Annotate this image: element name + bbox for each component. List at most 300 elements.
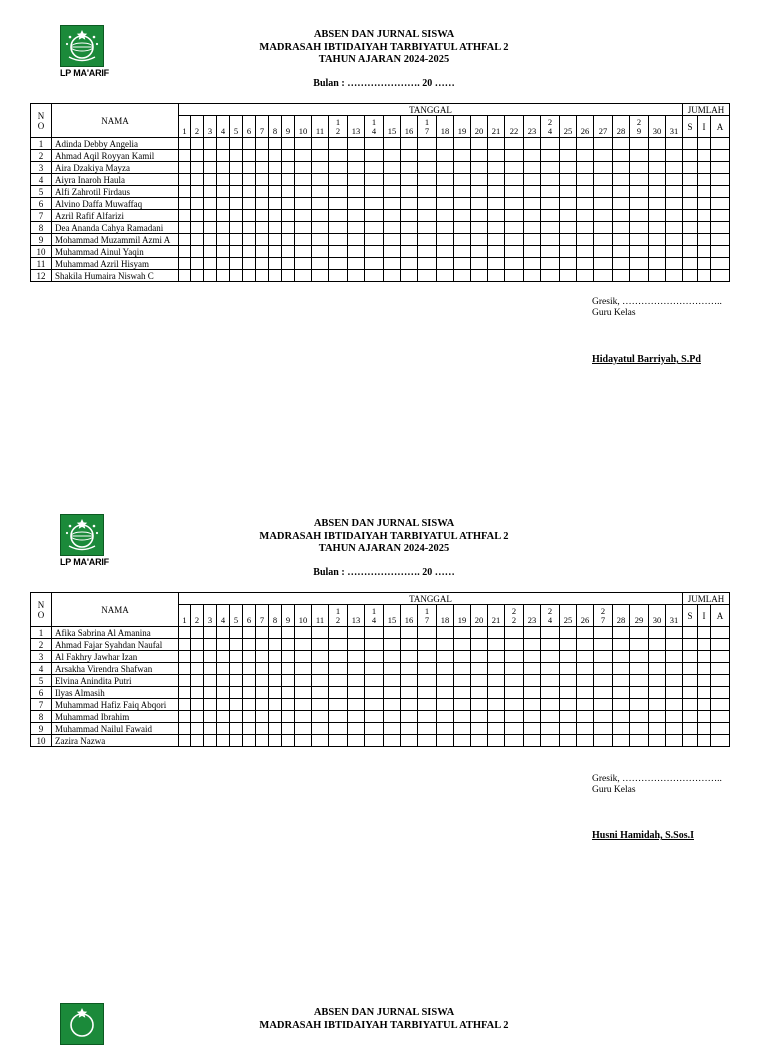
attendance-cell — [698, 198, 711, 210]
attendance-cell — [524, 663, 541, 675]
attendance-cell — [577, 639, 594, 651]
attendance-cell — [454, 270, 471, 282]
attendance-cell — [418, 162, 437, 174]
attendance-cell — [401, 723, 418, 735]
attendance-cell — [471, 735, 488, 747]
attendance-cell — [269, 687, 282, 699]
attendance-cell — [256, 651, 269, 663]
table-row — [31, 138, 730, 150]
attendance-cell — [560, 246, 577, 258]
attendance-cell — [666, 246, 683, 258]
attendance-cell — [541, 639, 560, 651]
attendance-cell — [217, 138, 230, 150]
attendance-cell — [454, 687, 471, 699]
attendance-cell — [243, 735, 256, 747]
attendance-cell — [348, 222, 365, 234]
day-header: 11 — [312, 605, 329, 627]
attendance-cell — [666, 162, 683, 174]
attendance-cell — [179, 699, 191, 711]
attendance-cell — [230, 687, 243, 699]
attendance-cell — [683, 258, 698, 270]
attendance-cell — [191, 258, 204, 270]
attendance-cell — [471, 639, 488, 651]
attendance-cell — [524, 150, 541, 162]
table-row — [31, 627, 730, 639]
attendance-cell — [243, 723, 256, 735]
attendance-cell — [269, 234, 282, 246]
attendance-cell — [243, 711, 256, 723]
student-name: Ahmad Aqil Royyan Kamil — [52, 150, 179, 162]
attendance-cell — [217, 639, 230, 651]
student-no: 1 — [31, 138, 52, 150]
attendance-cell — [179, 627, 191, 639]
day-header: 1 7 — [418, 116, 437, 138]
attendance-cell — [649, 138, 666, 150]
attendance-cell — [348, 699, 365, 711]
attendance-cell — [191, 222, 204, 234]
attendance-cell — [312, 162, 329, 174]
student-no: 4 — [31, 663, 52, 675]
column-header-tanggal: TANGGAL — [179, 104, 683, 116]
attendance-cell — [698, 246, 711, 258]
day-header: 26 — [577, 116, 594, 138]
attendance-cell — [524, 246, 541, 258]
attendance-cell — [365, 210, 384, 222]
day-header: 9 — [282, 605, 295, 627]
attendance-cell — [348, 627, 365, 639]
total-header-i: I — [698, 116, 711, 138]
attendance-cell — [329, 210, 348, 222]
attendance-cell — [401, 270, 418, 282]
attendance-cell — [471, 210, 488, 222]
attendance-cell — [488, 663, 505, 675]
student-name: Alfi Zahrotil Firdaus — [52, 186, 179, 198]
attendance-cell — [630, 234, 649, 246]
attendance-cell — [560, 639, 577, 651]
attendance-cell — [524, 723, 541, 735]
attendance-cell — [230, 258, 243, 270]
student-no: 3 — [31, 651, 52, 663]
day-header: 1 7 — [418, 605, 437, 627]
attendance-cell — [613, 138, 630, 150]
attendance-cell — [488, 723, 505, 735]
student-name: Afika Sabrina Al Amanina — [52, 627, 179, 639]
attendance-cell — [666, 174, 683, 186]
attendance-cell — [437, 150, 454, 162]
attendance-cell — [312, 651, 329, 663]
attendance-cell — [312, 186, 329, 198]
attendance-cell — [191, 735, 204, 747]
attendance-cell — [230, 138, 243, 150]
attendance-cell — [488, 198, 505, 210]
attendance-cell — [365, 675, 384, 687]
attendance-cell — [666, 639, 683, 651]
attendance-cell — [204, 150, 217, 162]
attendance-cell — [418, 711, 437, 723]
table-row — [31, 270, 730, 282]
attendance-cell — [560, 234, 577, 246]
attendance-cell — [613, 699, 630, 711]
attendance-cell — [365, 687, 384, 699]
attendance-cell — [401, 186, 418, 198]
attendance-table — [30, 592, 730, 747]
attendance-cell — [437, 687, 454, 699]
attendance-cell — [711, 663, 730, 675]
student-name: Ahmad Fajar Syahdan Naufal — [52, 639, 179, 651]
attendance-cell — [384, 210, 401, 222]
attendance-cell — [505, 270, 524, 282]
day-header: 31 — [666, 116, 683, 138]
attendance-cell — [204, 723, 217, 735]
attendance-cell — [577, 711, 594, 723]
attendance-cell — [282, 687, 295, 699]
day-header: 30 — [649, 116, 666, 138]
attendance-cell — [179, 687, 191, 699]
attendance-cell — [454, 639, 471, 651]
role-label: Guru Kelas — [592, 308, 636, 318]
day-header: 15 — [384, 116, 401, 138]
attendance-cell — [256, 150, 269, 162]
attendance-cell — [230, 234, 243, 246]
attendance-cell — [217, 186, 230, 198]
attendance-cell — [269, 651, 282, 663]
day-header: 30 — [649, 605, 666, 627]
attendance-cell — [649, 627, 666, 639]
attendance-cell — [698, 210, 711, 222]
attendance-cell — [683, 711, 698, 723]
attendance-cell — [541, 198, 560, 210]
student-no: 11 — [31, 258, 52, 270]
attendance-cell — [613, 222, 630, 234]
attendance-cell — [524, 210, 541, 222]
attendance-cell — [594, 138, 613, 150]
attendance-cell — [401, 258, 418, 270]
attendance-cell — [204, 627, 217, 639]
attendance-cell — [437, 735, 454, 747]
student-name: Al Fakhry Jawhar Izan — [52, 651, 179, 663]
attendance-cell — [348, 651, 365, 663]
attendance-cell — [666, 210, 683, 222]
attendance-cell — [437, 627, 454, 639]
attendance-cell — [295, 222, 312, 234]
attendance-cell — [312, 198, 329, 210]
attendance-cell — [179, 174, 191, 186]
attendance-cell — [541, 723, 560, 735]
attendance-cell — [230, 699, 243, 711]
attendance-cell — [295, 246, 312, 258]
attendance-cell — [524, 198, 541, 210]
day-header: 2 — [191, 605, 204, 627]
attendance-cell — [683, 234, 698, 246]
attendance-cell — [418, 699, 437, 711]
title-line-2: MADRASAH IBTIDAIYAH TARBIYATUL ATHFAL 2 — [259, 530, 509, 542]
attendance-cell — [437, 222, 454, 234]
attendance-cell — [560, 711, 577, 723]
attendance-cell — [295, 234, 312, 246]
attendance-cell — [454, 246, 471, 258]
day-header: 27 — [594, 116, 613, 138]
column-header-name: NAMA — [52, 104, 179, 138]
attendance-cell — [384, 150, 401, 162]
attendance-cell — [418, 186, 437, 198]
attendance-cell — [711, 270, 730, 282]
attendance-cell — [471, 687, 488, 699]
attendance-cell — [613, 639, 630, 651]
attendance-cell — [613, 234, 630, 246]
attendance-cell — [698, 174, 711, 186]
attendance-cell — [577, 138, 594, 150]
day-header: 26 — [577, 605, 594, 627]
attendance-cell — [191, 711, 204, 723]
day-header: 16 — [401, 605, 418, 627]
attendance-cell — [295, 162, 312, 174]
attendance-cell — [243, 150, 256, 162]
attendance-cell — [418, 627, 437, 639]
attendance-cell — [348, 735, 365, 747]
attendance-cell — [437, 723, 454, 735]
attendance-cell — [204, 222, 217, 234]
student-no: 7 — [31, 210, 52, 222]
attendance-cell — [541, 234, 560, 246]
lp-maarif-logo — [60, 1003, 104, 1045]
student-name: Adinda Debby Angelia — [52, 138, 179, 150]
attendance-cell — [256, 723, 269, 735]
attendance-cell — [683, 222, 698, 234]
attendance-cell — [683, 699, 698, 711]
student-no: 8 — [31, 711, 52, 723]
attendance-cell — [365, 651, 384, 663]
attendance-cell — [666, 234, 683, 246]
attendance-cell — [329, 675, 348, 687]
attendance-cell — [698, 663, 711, 675]
nu-emblem-icon — [60, 1003, 104, 1045]
attendance-cell — [437, 699, 454, 711]
attendance-cell — [683, 639, 698, 651]
attendance-cell — [384, 699, 401, 711]
attendance-cell — [256, 174, 269, 186]
attendance-cell — [649, 270, 666, 282]
attendance-cell — [698, 735, 711, 747]
attendance-cell — [295, 138, 312, 150]
attendance-cell — [505, 258, 524, 270]
attendance-cell — [594, 234, 613, 246]
attendance-cell — [698, 687, 711, 699]
attendance-cell — [217, 627, 230, 639]
attendance-cell — [613, 651, 630, 663]
attendance-cell — [256, 234, 269, 246]
title-line-2: MADRASAH IBTIDAIYAH TARBIYATUL ATHFAL 2 — [259, 1019, 509, 1031]
day-header: 20 — [471, 116, 488, 138]
attendance-cell — [269, 723, 282, 735]
student-no: 9 — [31, 234, 52, 246]
attendance-cell — [312, 270, 329, 282]
attendance-cell — [365, 138, 384, 150]
table-row — [31, 687, 730, 699]
attendance-cell — [471, 675, 488, 687]
attendance-cell — [437, 174, 454, 186]
attendance-cell — [329, 627, 348, 639]
attendance-cell — [348, 675, 365, 687]
attendance-cell — [204, 258, 217, 270]
attendance-cell — [230, 150, 243, 162]
attendance-cell — [295, 663, 312, 675]
attendance-cell — [256, 138, 269, 150]
attendance-cell — [711, 711, 730, 723]
attendance-cell — [698, 627, 711, 639]
attendance-cell — [179, 138, 191, 150]
attendance-cell — [666, 222, 683, 234]
attendance-cell — [312, 222, 329, 234]
attendance-cell — [666, 663, 683, 675]
attendance-cell — [384, 162, 401, 174]
attendance-cell — [471, 150, 488, 162]
attendance-cell — [683, 162, 698, 174]
attendance-cell — [191, 150, 204, 162]
title-line-1: ABSEN DAN JURNAL SISWA — [313, 1007, 455, 1018]
attendance-cell — [179, 210, 191, 222]
day-header: 9 — [282, 116, 295, 138]
attendance-cell — [437, 663, 454, 675]
attendance-cell — [312, 258, 329, 270]
attendance-cell — [630, 711, 649, 723]
attendance-cell — [179, 162, 191, 174]
attendance-cell — [594, 222, 613, 234]
attendance-cell — [488, 138, 505, 150]
attendance-cell — [666, 270, 683, 282]
attendance-cell — [365, 234, 384, 246]
attendance-cell — [541, 711, 560, 723]
attendance-cell — [401, 675, 418, 687]
attendance-cell — [282, 675, 295, 687]
attendance-cell — [269, 270, 282, 282]
attendance-cell — [329, 639, 348, 651]
attendance-cell — [437, 651, 454, 663]
role-label: Guru Kelas — [592, 785, 636, 795]
day-header: 22 — [505, 116, 524, 138]
attendance-cell — [560, 138, 577, 150]
attendance-cell — [505, 186, 524, 198]
attendance-cell — [541, 138, 560, 150]
attendance-cell — [295, 198, 312, 210]
day-header: 2 4 — [541, 605, 560, 627]
attendance-cell — [698, 270, 711, 282]
attendance-cell — [698, 222, 711, 234]
attendance-cell — [560, 174, 577, 186]
table-row — [31, 186, 730, 198]
table-row — [31, 162, 730, 174]
attendance-cell — [217, 687, 230, 699]
attendance-cell — [594, 639, 613, 651]
attendance-cell — [683, 174, 698, 186]
attendance-cell — [256, 663, 269, 675]
attendance-cell — [437, 270, 454, 282]
attendance-cell — [179, 675, 191, 687]
attendance-cell — [217, 222, 230, 234]
attendance-cell — [488, 735, 505, 747]
day-header: 2 — [191, 116, 204, 138]
attendance-cell — [256, 735, 269, 747]
attendance-cell — [384, 627, 401, 639]
attendance-cell — [505, 735, 524, 747]
attendance-cell — [217, 270, 230, 282]
attendance-cell — [365, 186, 384, 198]
header-row — [31, 104, 730, 116]
attendance-cell — [454, 198, 471, 210]
attendance-cell — [365, 198, 384, 210]
attendance-cell — [312, 663, 329, 675]
attendance-cell — [401, 210, 418, 222]
attendance-cell — [256, 711, 269, 723]
attendance-cell — [243, 639, 256, 651]
student-name: Muhammad Hafiz Faiq Abqori — [52, 699, 179, 711]
attendance-cell — [649, 186, 666, 198]
attendance-cell — [365, 663, 384, 675]
attendance-cell — [269, 198, 282, 210]
student-name: Muhammad Ibrahim — [52, 711, 179, 723]
attendance-cell — [365, 627, 384, 639]
attendance-cell — [401, 150, 418, 162]
attendance-cell — [577, 687, 594, 699]
attendance-cell — [282, 246, 295, 258]
attendance-cell — [471, 246, 488, 258]
attendance-cell — [204, 138, 217, 150]
nu-emblem-icon — [60, 514, 104, 556]
day-header: 5 — [230, 605, 243, 627]
attendance-cell — [560, 723, 577, 735]
attendance-cell — [505, 198, 524, 210]
attendance-cell — [282, 186, 295, 198]
attendance-cell — [630, 162, 649, 174]
attendance-cell — [329, 270, 348, 282]
attendance-cell — [312, 234, 329, 246]
attendance-cell — [243, 687, 256, 699]
table-row — [31, 198, 730, 210]
attendance-cell — [312, 639, 329, 651]
attendance-cell — [711, 138, 730, 150]
attendance-cell — [560, 258, 577, 270]
attendance-cell — [365, 258, 384, 270]
attendance-cell — [329, 687, 348, 699]
attendance-cell — [401, 699, 418, 711]
attendance-cell — [282, 270, 295, 282]
attendance-cell — [243, 651, 256, 663]
attendance-cell — [649, 639, 666, 651]
attendance-cell — [471, 270, 488, 282]
attendance-cell — [560, 270, 577, 282]
day-header: 6 — [243, 605, 256, 627]
attendance-cell — [191, 723, 204, 735]
attendance-cell — [454, 663, 471, 675]
attendance-cell — [577, 699, 594, 711]
attendance-cell — [418, 675, 437, 687]
attendance-cell — [269, 663, 282, 675]
nu-emblem-icon — [60, 25, 104, 67]
attendance-cell — [230, 735, 243, 747]
attendance-cell — [698, 651, 711, 663]
attendance-cell — [471, 651, 488, 663]
attendance-cell — [524, 234, 541, 246]
attendance-cell — [524, 174, 541, 186]
attendance-cell — [505, 711, 524, 723]
attendance-cell — [230, 663, 243, 675]
attendance-cell — [418, 174, 437, 186]
attendance-cell — [384, 723, 401, 735]
attendance-cell — [666, 258, 683, 270]
attendance-cell — [191, 234, 204, 246]
attendance-cell — [365, 639, 384, 651]
table-row — [31, 639, 730, 651]
attendance-cell — [217, 675, 230, 687]
